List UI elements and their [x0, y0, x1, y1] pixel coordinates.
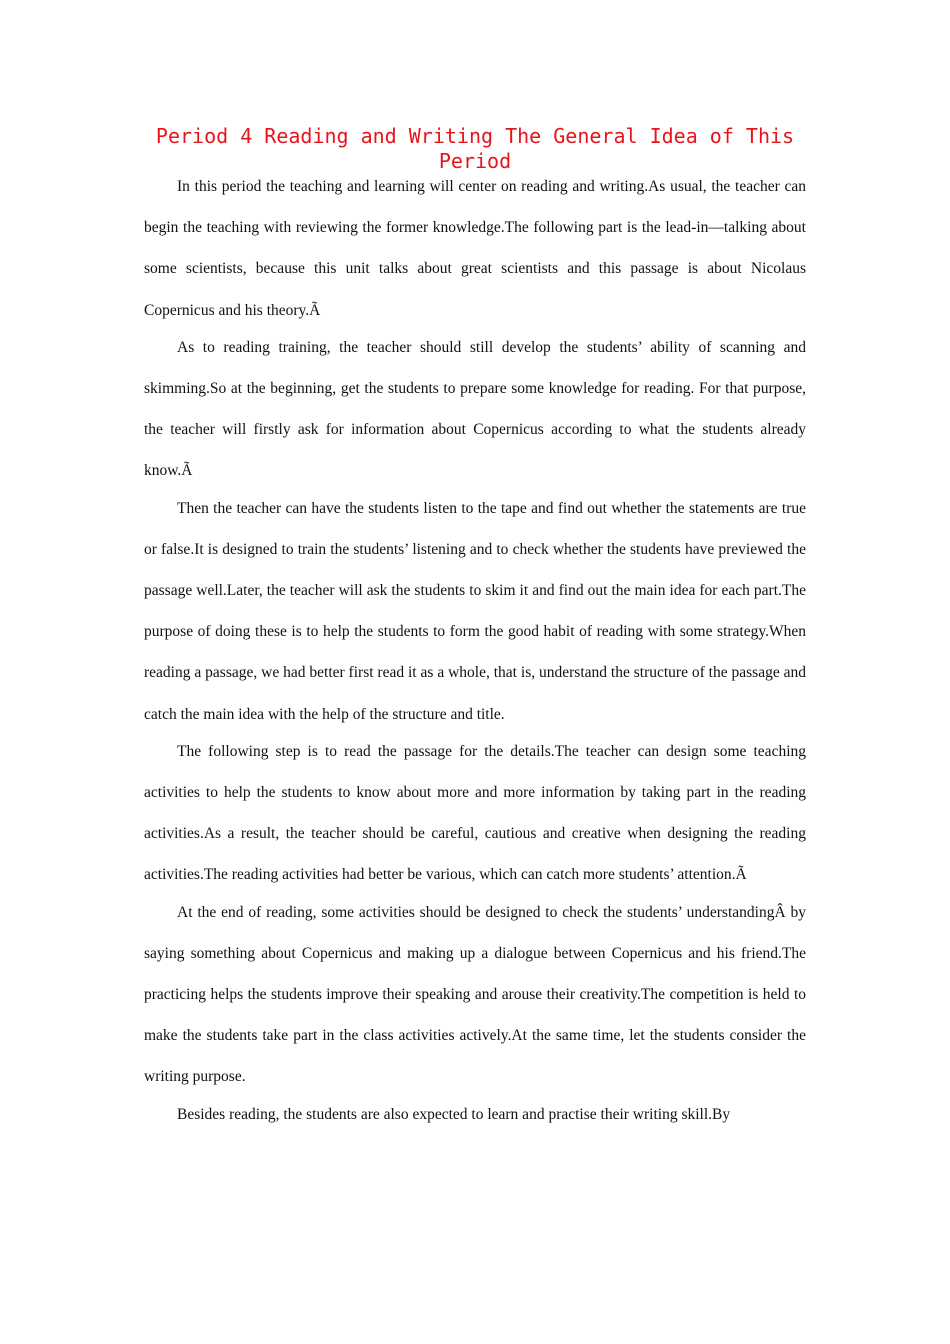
- title-line-2: Period: [438, 149, 512, 173]
- document-body: [144, 166, 806, 1135]
- paragraph-6: Besides reading, the students are also expected to learn and practise their writing skill.By: [177, 1105, 731, 1123]
- paragraph-5: At the end of reading, some activities should be designed to check the students’ understandingÂ by saying something about Copernicus and making up a dialogue between Copernicus and his friend.The practicing helps the students improve their speaking and arouse their creativity.The competition is held to make the students take part in the class activities actively.At the same time, let the students consider the writing purpose.: [144, 903, 806, 1086]
- paragraph-3: Then the teacher can have the students listen to the tape and find out whether the statements are true or false.It is designed to train the students’ listening and to check whether the students have previewed the passage well.Later, the teacher will ask the students to skim it and find out the main idea for each part.The purpose of doing these is to help the students to form the good habit of reading with some strategy.When reading a passage, we had better first read it as a whole, that is, understand the structure of the passage and catch the main idea with the help of the structure and title.: [144, 499, 806, 723]
- paragraph-1: In this period the teaching and learning will center on reading and writing.As usual, the teacher can begin the teaching with reviewing the former knowledge.The following part is the lead-in—talking about some scientists, because this unit talks about great scientists and this passage is about Nicolaus Copernicus and his theory.Ã: [144, 178, 806, 319]
- paragraph-4: The following step is to read the passage for the details.The teacher can design some teaching activities to help the students to know about more and more information by taking part in the reading activities.As a result, the teacher should be careful, cautious and creative when designing the reading activities.The reading activities had better be various, which can catch more students’ attention.Ã: [144, 742, 806, 884]
- title-line-1: Period 4 Reading and Writing The General Idea of This: [155, 124, 795, 148]
- paragraph-2: As to reading training, the teacher should still develop the students’ ability of scanning and skimming.So at the beginning, get the students to prepare some knowledge for reading. For that purpose, the teacher will firstly ask for information about Copernicus according to what the students already know.Ã: [144, 338, 806, 480]
